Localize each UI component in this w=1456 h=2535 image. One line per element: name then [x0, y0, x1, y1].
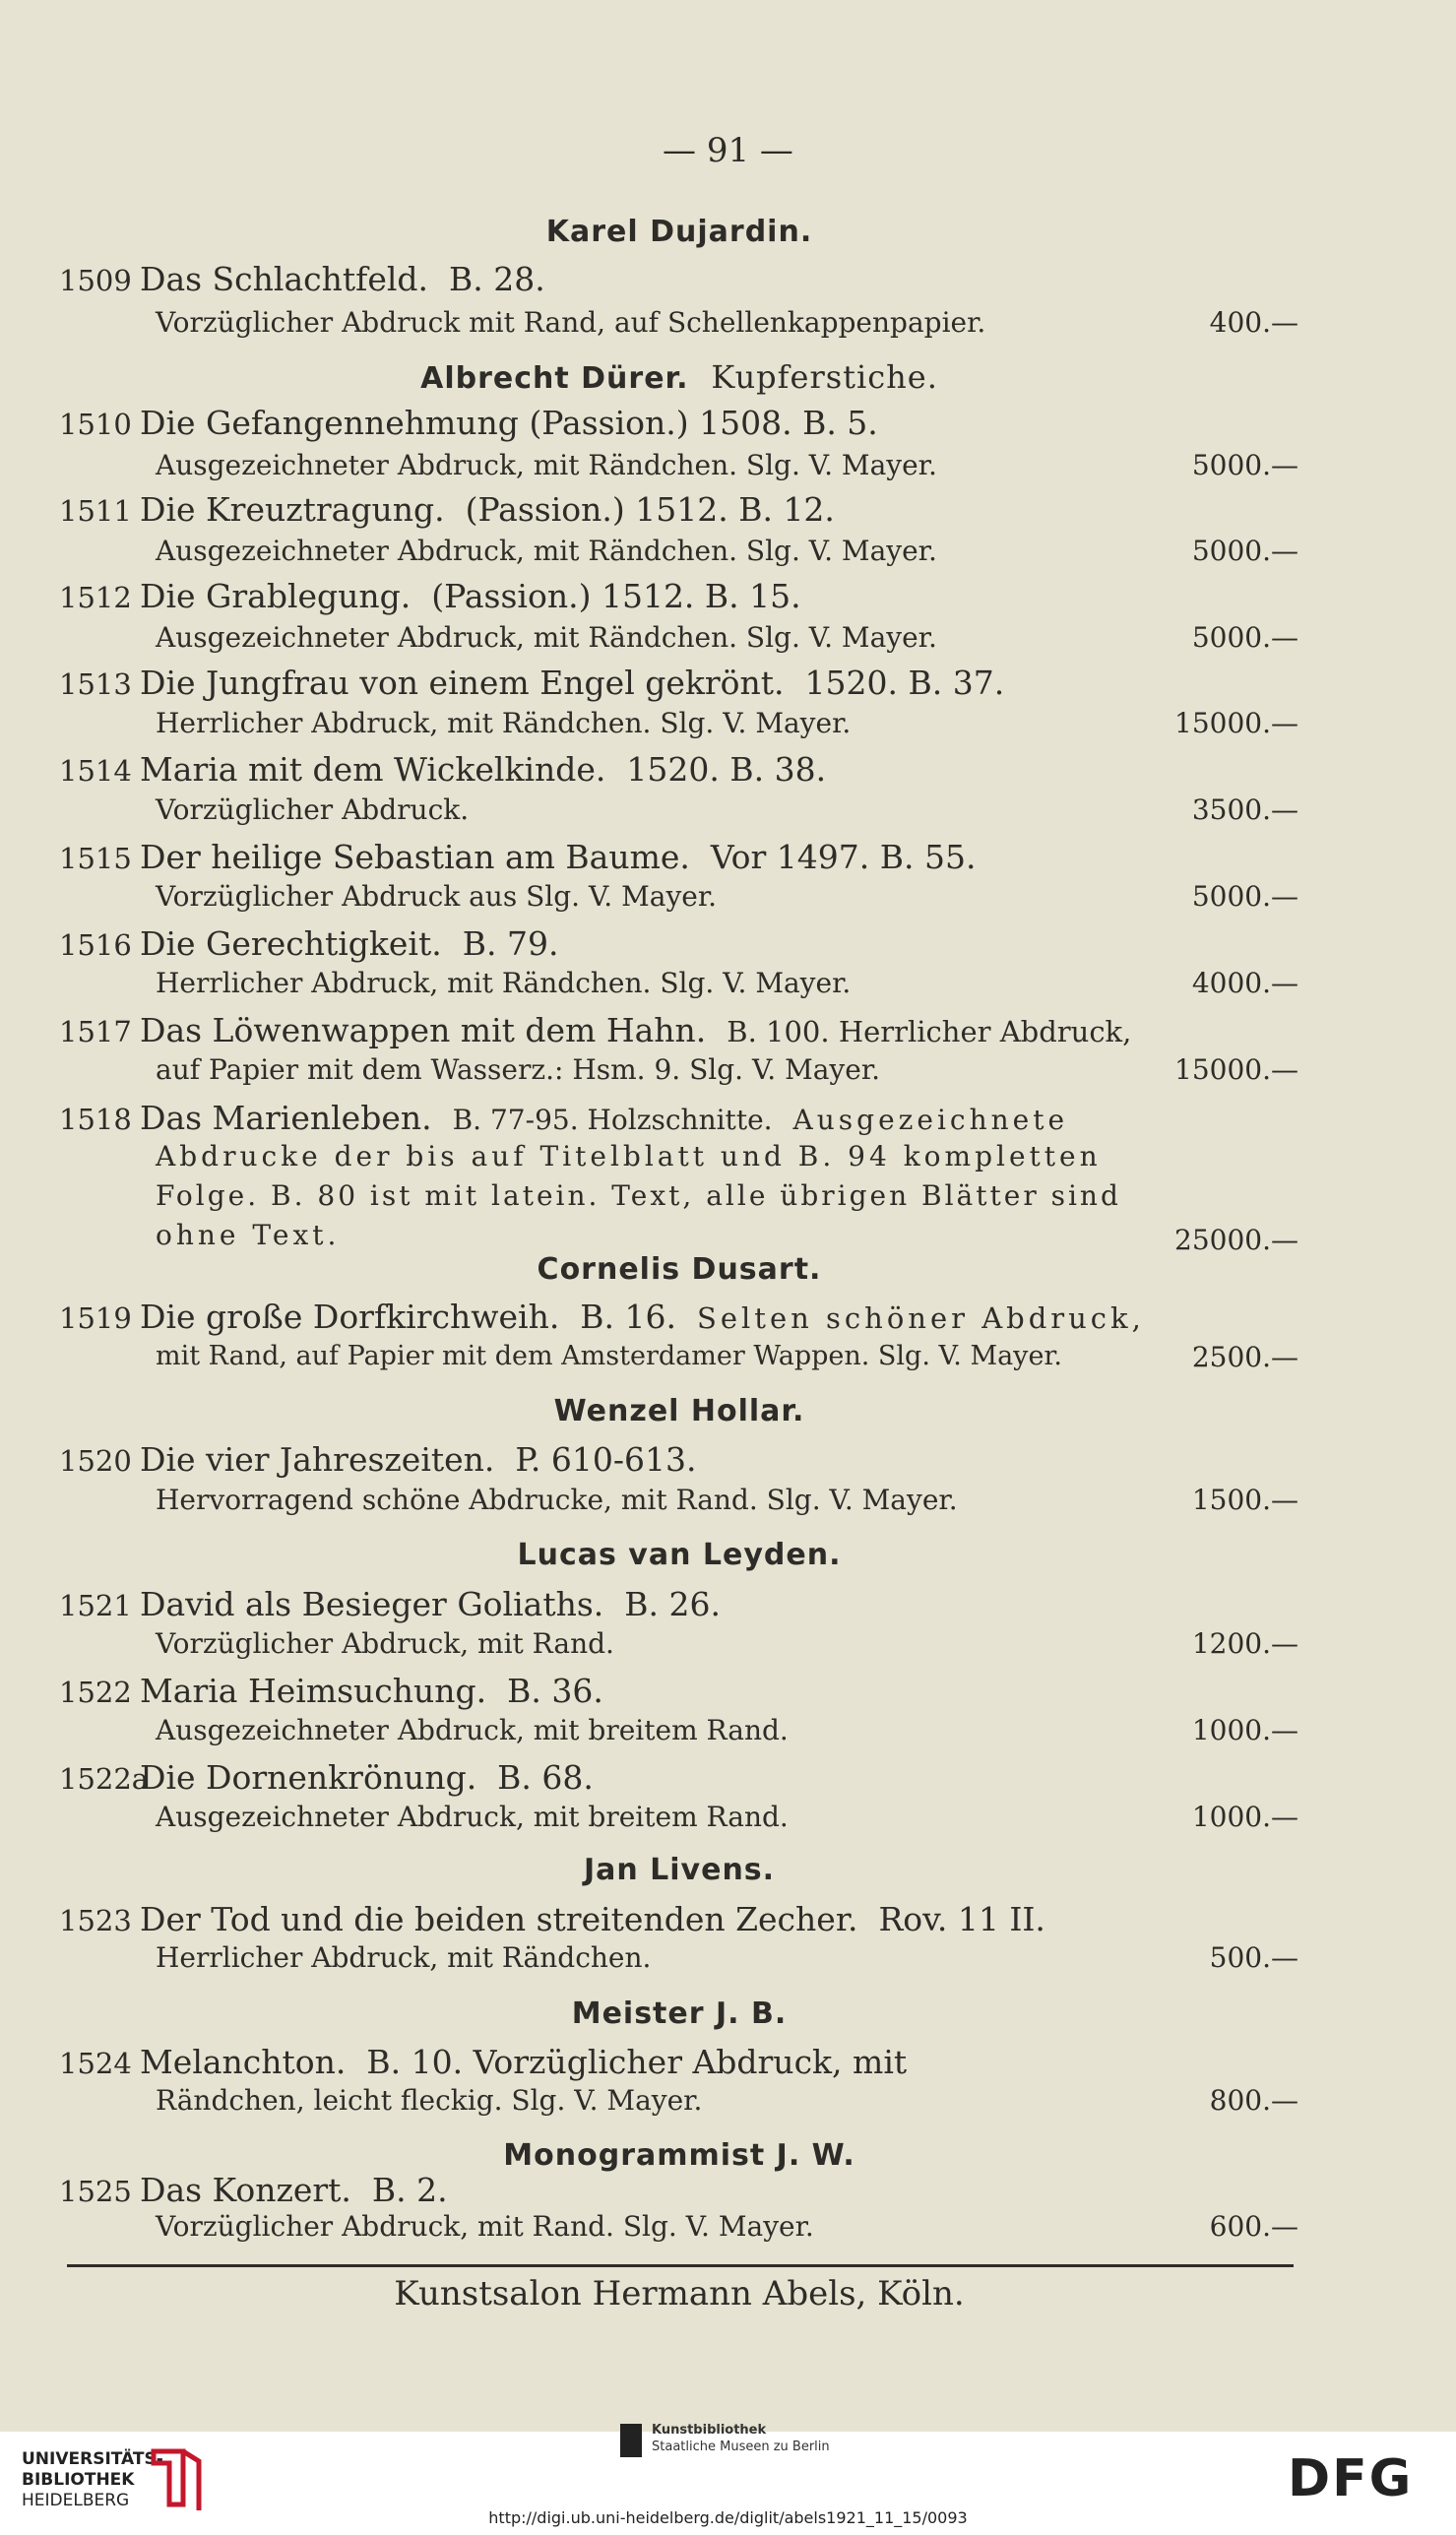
entry-number: 1515	[59, 842, 132, 875]
entry-price: 600.—	[1209, 2210, 1298, 2243]
entry-description: Ausgezeichneter Abdruck, mit Rändchen. Slg. V. Mayer.	[156, 535, 937, 567]
entry-title: Das Löwenwappen mit dem Hahn. B. 100. Herrlicher Abdruck,	[140, 1011, 1132, 1049]
entry-price: 5000.—	[1191, 880, 1298, 913]
entry-title: David als Besieger Goliaths. B. 26.	[140, 1585, 721, 1623]
entry-description: mit Rand, auf Papier mit dem Amsterdamer Wappen. Slg. V. Mayer.	[156, 1341, 1062, 1371]
entry-number: 1513	[59, 667, 132, 701]
dfg-logo: DFG	[1288, 2449, 1414, 2508]
entry-title: Das Konzert. B. 2.	[140, 2171, 448, 2209]
artist-heading: Meister J. B.	[571, 1996, 788, 2031]
entry-number: 1509	[59, 264, 132, 297]
artist-heading: Wenzel Hollar.	[553, 1394, 805, 1428]
entry-number: 1521	[59, 1589, 132, 1622]
entry-price: 5000.—	[1191, 621, 1298, 654]
entry-number: 1525	[59, 2175, 132, 2208]
artist-heading: Cornelis Dusart.	[537, 1252, 822, 1287]
entry-description: Abdrucke der bis auf Titelblatt und B. 94 kompletten	[156, 1140, 1102, 1172]
entry-price: 2500.—	[1191, 1341, 1298, 1373]
entry-description: auf Papier mit dem Wasserz.: Hsm. 9. Slg. V. Mayer.	[156, 1053, 881, 1086]
entry-number: 1512	[59, 581, 132, 614]
entry-title: Maria Heimsuchung. B. 36.	[140, 1672, 603, 1710]
entry-description: Vorzüglicher Abdruck.	[156, 793, 470, 826]
artist-heading: Lucas van Leyden.	[517, 1538, 842, 1572]
entry-price: 3500.—	[1191, 793, 1298, 826]
entry-description: Vorzüglicher Abdruck, mit Rand.	[156, 1627, 614, 1660]
entry-title: Die Gerechtigkeit. B. 79.	[140, 924, 559, 963]
entry-description: Herrlicher Abdruck, mit Rändchen.	[156, 1941, 652, 1974]
entry-price: 4000.—	[1191, 967, 1298, 999]
entry-number: 1520	[59, 1444, 132, 1478]
entry-price: 1200.—	[1191, 1627, 1298, 1660]
entry-description: Hervorragend schöne Abdrucke, mit Rand. Slg. V. Mayer.	[156, 1484, 958, 1516]
entry-title: Der Tod und die beiden streitenden Zecher. Rov. 11 II.	[140, 1900, 1045, 1938]
entry-description: Vorzüglicher Abdruck, mit Rand. Slg. V. Mayer.	[156, 2210, 814, 2243]
entry-description: Vorzüglicher Abdruck mit Rand, auf Schellenkappenpapier.	[156, 306, 986, 339]
artist-heading: Karel Dujardin.	[545, 215, 813, 249]
source-url[interactable]: http://digi.ub.uni-heidelberg.de/diglit/abels1921_11_15/0093	[488, 2508, 968, 2527]
entry-description: Herrlicher Abdruck, mit Rändchen. Slg. V. Mayer.	[156, 967, 852, 999]
entry-title: Die vier Jahreszeiten. P. 610-613.	[140, 1440, 697, 1479]
entry-description: ohne Text.	[156, 1219, 341, 1251]
entry-title: Das Marienleben. B. 77-95. Holzschnitte. Ausgezeichnete	[140, 1099, 1069, 1137]
university-library-logo: UNIVERSITÄTS- BIBLIOTHEK HEIDELBERG	[22, 2449, 163, 2510]
entry-number: 1523	[59, 1904, 132, 1937]
entry-number: 1522a	[59, 1762, 150, 1796]
entry-title: Melanchton. B. 10. Vorzüglicher Abdruck, mit	[140, 2043, 908, 2081]
entry-number: 1516	[59, 928, 132, 962]
entry-title: Die Dornenkrönung. B. 68.	[140, 1758, 594, 1797]
entry-price: 400.—	[1209, 306, 1298, 339]
entry-price: 1500.—	[1191, 1484, 1298, 1516]
entry-price: 25000.—	[1174, 1224, 1298, 1256]
kunstbibliothek-logo-icon	[620, 2424, 642, 2457]
entry-description: Ausgezeichneter Abdruck, mit breitem Rand.	[156, 1714, 789, 1746]
entry-title: Die Grablegung. (Passion.) 1512. B. 15.	[140, 577, 801, 615]
entry-number: 1517	[59, 1015, 132, 1048]
entry-title: Die Jungfrau von einem Engel gekrönt. 1520. B. 37.	[140, 664, 1005, 702]
artist-heading: Monogrammist J. W.	[503, 2138, 855, 2173]
entry-title: Die große Dorfkirchweih. B. 16. Selten schöner Abdruck,	[140, 1298, 1145, 1336]
entry-price: 500.—	[1209, 1941, 1298, 1974]
entry-title: Das Schlachtfeld. B. 28.	[140, 260, 545, 298]
kunstbibliothek-label: Kunstbibliothek Staatliche Museen zu Berlin	[652, 2423, 830, 2454]
entry-title: Die Gefangennehmung (Passion.) 1508. B. 5.	[140, 404, 878, 442]
entry-number: 1514	[59, 754, 132, 788]
entry-price: 15000.—	[1174, 707, 1298, 739]
artist-heading: Jan Livens.	[583, 1853, 776, 1887]
library-emblem-icon	[148, 2443, 205, 2512]
entry-description: Ausgezeichneter Abdruck, mit Rändchen. Slg. V. Mayer.	[156, 449, 937, 481]
entry-description: Rändchen, leicht fleckig. Slg. V. Mayer.	[156, 2084, 703, 2117]
entry-description: Vorzüglicher Abdruck aus Slg. V. Mayer.	[156, 880, 718, 913]
entry-price: 5000.—	[1191, 535, 1298, 567]
entry-number: 1519	[59, 1301, 132, 1335]
entry-description: Ausgezeichneter Abdruck, mit Rändchen. Slg. V. Mayer.	[156, 621, 937, 654]
entry-number: 1522	[59, 1676, 132, 1709]
entry-price: 1000.—	[1191, 1801, 1298, 1833]
entry-price: 800.—	[1209, 2084, 1298, 2117]
entry-price: 15000.—	[1174, 1053, 1298, 1086]
page-number: — 91 —	[663, 131, 793, 170]
footer-rule	[67, 2264, 1294, 2267]
entry-description: Herrlicher Abdruck, mit Rändchen. Slg. V. Mayer.	[156, 707, 852, 739]
entry-description: Folge. B. 80 ist mit latein. Text, alle übrigen Blätter sind	[156, 1179, 1121, 1212]
entry-description: Ausgezeichneter Abdruck, mit breitem Rand.	[156, 1801, 789, 1833]
artist-heading: Albrecht Dürer. Kupferstiche.	[420, 358, 938, 396]
page-footer: Kunstsalon Hermann Abels, Köln.	[394, 2274, 965, 2313]
entry-number: 1511	[59, 494, 132, 528]
entry-title: Maria mit dem Wickelkinde. 1520. B. 38.	[140, 750, 827, 789]
entry-number: 1518	[59, 1103, 132, 1136]
entry-title: Die Kreuztragung. (Passion.) 1512. B. 12.	[140, 490, 835, 529]
entry-number: 1524	[59, 2047, 132, 2080]
entry-price: 5000.—	[1191, 449, 1298, 481]
entry-price: 1000.—	[1191, 1714, 1298, 1746]
entry-title: Der heilige Sebastian am Baume. Vor 1497. B. 55.	[140, 838, 977, 876]
entry-number: 1510	[59, 408, 132, 441]
